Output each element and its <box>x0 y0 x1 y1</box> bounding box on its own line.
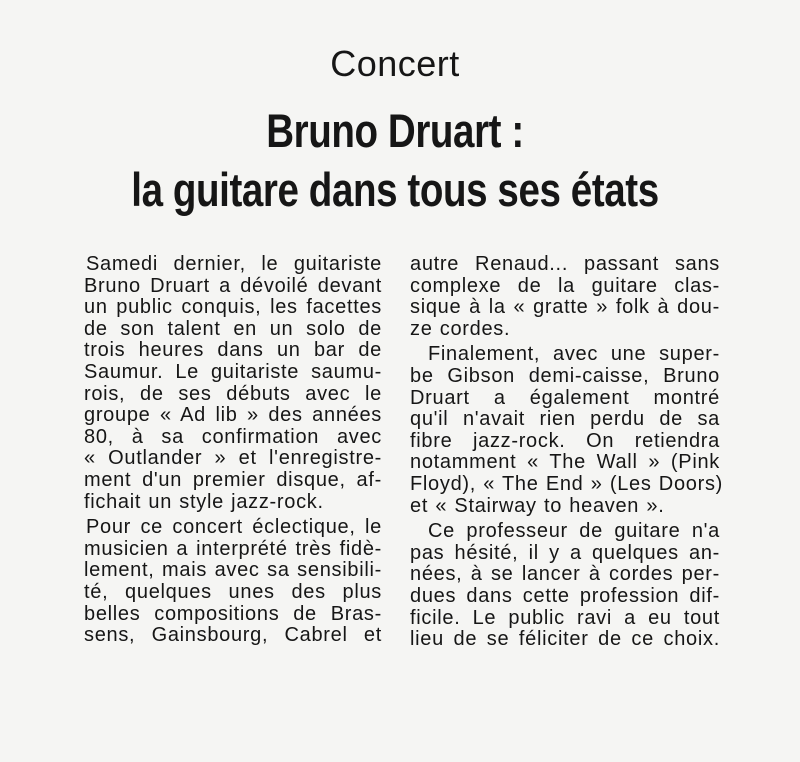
left-column <box>84 254 382 647</box>
text-line: belles compositions de Bras- <box>84 602 382 625</box>
headline-line-1: Bruno Druart : <box>266 104 524 157</box>
text-line: Saumur. Le guitariste saumu- <box>84 360 382 383</box>
text-line: sens, Gainsbourg, Cabrel et <box>84 624 382 647</box>
text-line: musicien a interprété très fidè- <box>84 537 382 560</box>
text-line: fichait un style jazz-rock. <box>84 490 324 513</box>
text-line: dues dans cette profession dif- <box>410 584 720 607</box>
text-line: de son talent en un solo de <box>84 317 382 340</box>
section-kicker: Concert <box>330 43 460 84</box>
text-line: pas hésité, il y a quelques an- <box>410 541 720 564</box>
headline-line-2: la guitare dans tous ses états <box>131 163 659 216</box>
text-line: Druart a également montré <box>410 386 720 409</box>
text-line: rois, de ses débuts avec le <box>84 382 382 405</box>
text-line: Floyd), « The End » (Les Doors) <box>410 472 724 495</box>
text-line: ze cordes. <box>410 317 511 340</box>
text-line: « Outlander » et l'enregistre- <box>84 447 382 470</box>
text-line: sique à la « gratte » folk à dou- <box>410 296 720 319</box>
text-line: té, quelques unes des plus <box>84 580 382 603</box>
text-line: un public conquis, les facettes <box>84 296 382 319</box>
text-line: lieu de se féliciter de ce choix. <box>410 628 720 651</box>
text-line: ment d'un premier disque, af- <box>84 468 382 491</box>
text-line: lement, mais avec sa sensibili- <box>84 559 382 582</box>
text-line: et « Stairway to heaven ». <box>410 494 665 517</box>
text-line: nées, à se lancer à cordes per- <box>410 563 720 586</box>
text-line: Finalement, avec une super- <box>428 343 720 366</box>
text-line: Pour ce concert éclectique, le <box>86 516 382 539</box>
text-line: 80, à sa confirmation avec <box>84 425 382 448</box>
text-line: qu'il n'avait rien perdu de sa <box>410 408 720 431</box>
text-line: groupe « Ad lib » des années <box>84 404 382 427</box>
text-line: notamment « The Wall » (Pink <box>410 451 720 474</box>
right-column <box>410 253 724 651</box>
text-line: Bruno Druart a dévoilé devant <box>84 274 382 297</box>
text-line: be Gibson demi-caisse, Bruno <box>410 364 720 387</box>
text-line: autre Renaud... passant sans <box>410 253 720 275</box>
text-line: complexe de la guitare clas- <box>410 274 720 297</box>
text-line: Ce professeur de guitare n'a <box>428 520 720 543</box>
text-line: fibre jazz-rock. On retiendra <box>410 429 720 452</box>
text-line: ficile. Le public ravi a eu tout <box>410 606 720 629</box>
text-line: Samedi dernier, le guitariste <box>86 253 382 275</box>
text-line: trois heures dans un bar de <box>84 339 382 362</box>
